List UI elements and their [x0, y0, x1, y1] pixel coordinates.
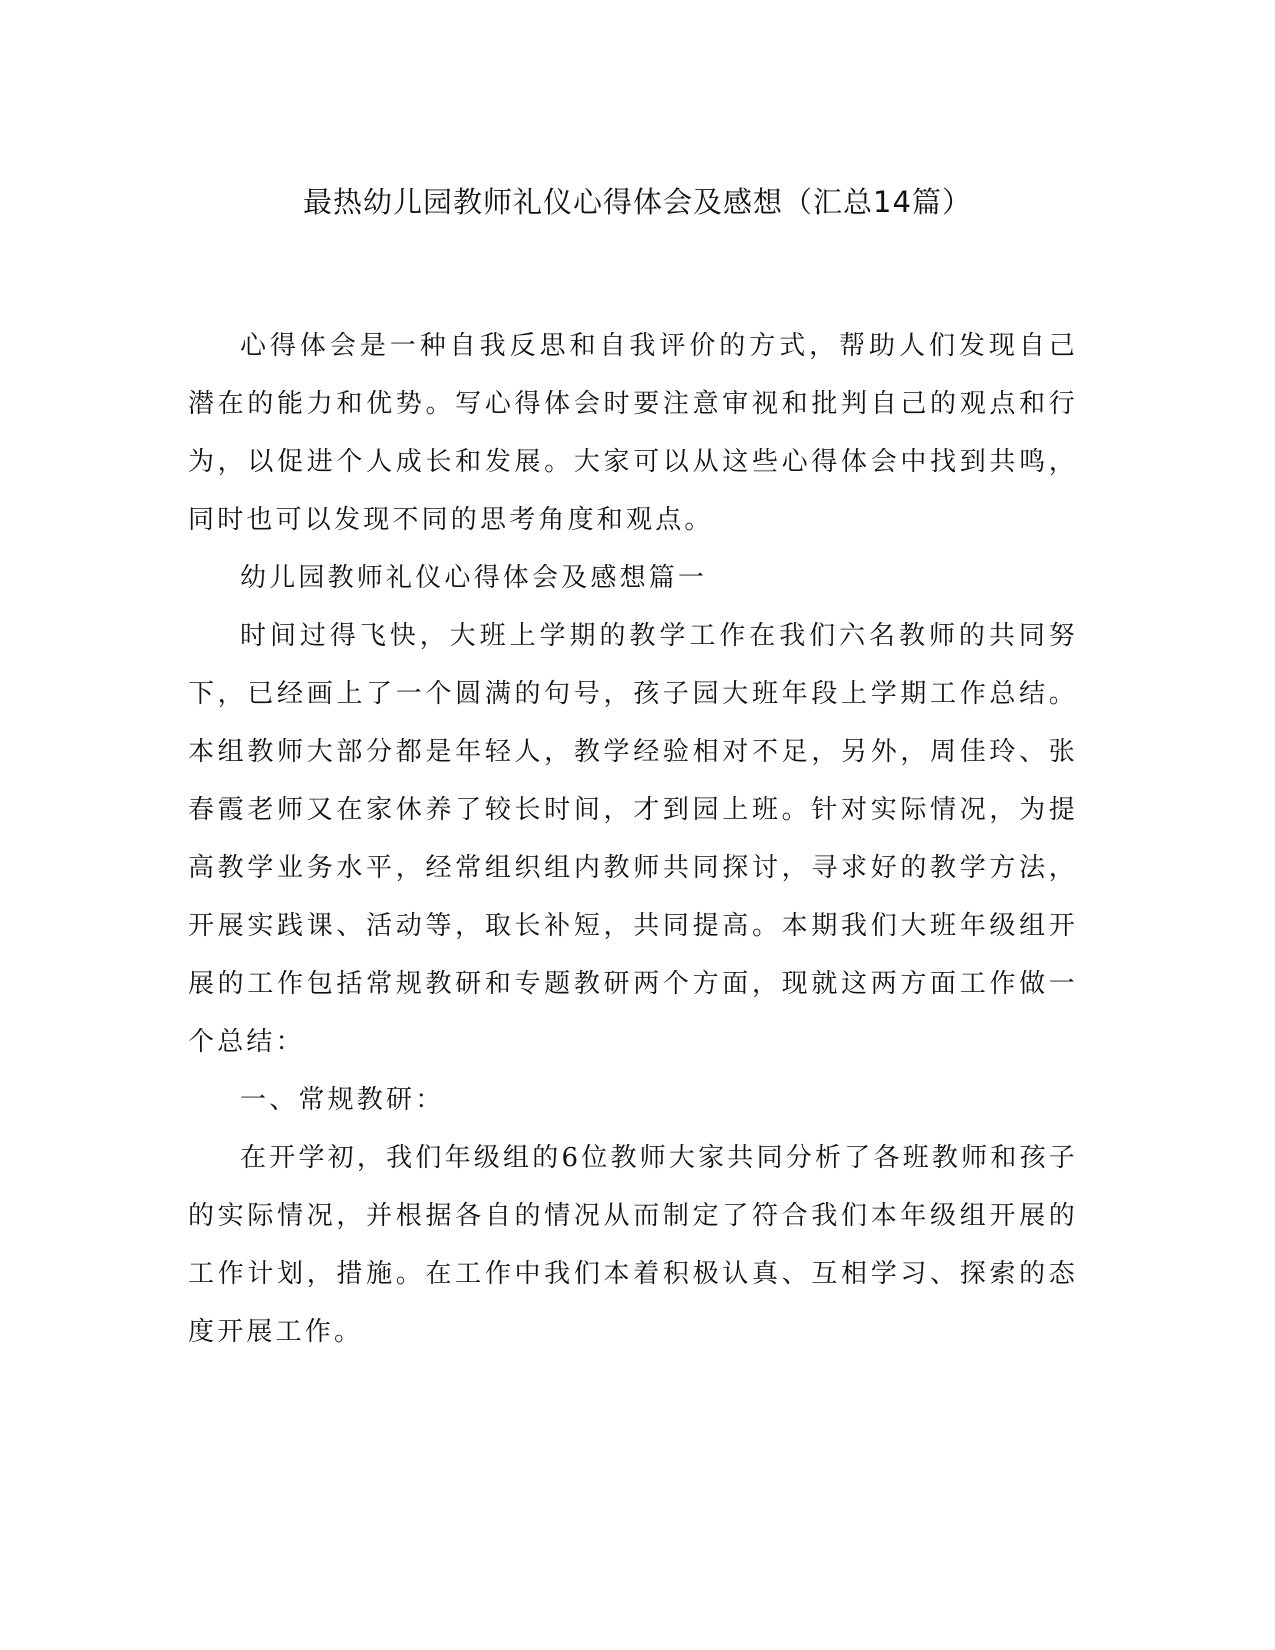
intro-paragraph: 心得体会是一种自我反思和自我评价的方式，帮助人们发现自己潜在的能力和优势。写心得体会时要注意审视和批判自己的观点和行为，以促进个人成长和发展。大家可以从这些心得体会中找到共鸣，同时也可以发现不同的思考角度和观点。: [188, 331, 1078, 535]
subheading-routine-research: 一、常规教研：: [240, 1085, 445, 1115]
document-title: 最热幼儿园教师礼仪心得体会及感想（汇总14篇）: [303, 185, 972, 219]
body-paragraph-summary: 时间过得飞快，大班上学期的教学工作在我们六名教师的共同努下，已经画上了一个圆满的句号，孩子园大班年段上学期工作总结。本组教师大部分都是年轻人，教学经验相对不足，另外，周佳玲、张春霞老师又在家休养了较长时间，才到园上班。针对实际情况，为提高教学业务水平，经常组织组内教师共同探讨，寻求好的教学方法，开展实践课、活动等，取长补短，共同提高。本期我们大班年级组开展的工作包括常规教研和专题教研两个方面，现就这两方面工作做一个总结：: [188, 621, 1078, 1057]
document-body: [188, 317, 1078, 1361]
section-heading-part-one: 幼儿园教师礼仪心得体会及感想篇一: [240, 563, 708, 593]
body-paragraph-semester-start: 在开学初，我们年级组的6位教师大家共同分析了各班教师和孩子的实际情况，并根据各自的情况从而制定了符合我们本年级组开展的工作计划，措施。在工作中我们本着积极认真、互相学习、探索的态度开展工作。: [188, 1143, 1078, 1347]
